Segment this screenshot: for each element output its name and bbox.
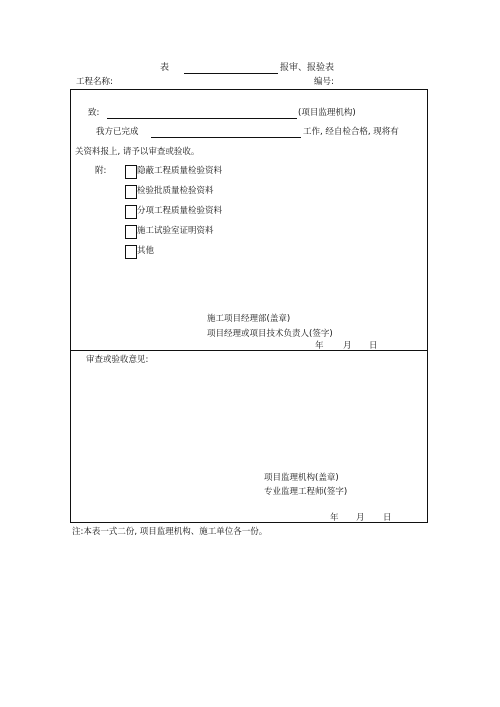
number-label: 编号: xyxy=(314,77,334,87)
project-name-label: 工程名称: xyxy=(76,77,113,87)
completed-prefix: 我方已完成 xyxy=(96,127,139,137)
title-prefix: 表 xyxy=(160,63,170,73)
section-divider xyxy=(70,350,428,351)
to-label: 致: xyxy=(88,108,100,118)
attachment-checkbox-1[interactable] xyxy=(125,165,137,179)
attachment-checkbox-4[interactable] xyxy=(125,225,137,239)
supervisor-stamp: 项目监理机构(盖章) xyxy=(264,473,339,483)
date2-year: 年 xyxy=(330,513,339,523)
engineer-signature: 专业监理工程师(签字) xyxy=(264,487,348,497)
attachment-label-2: 检验批质量检验资料 xyxy=(137,186,214,196)
attachment-label-4: 施工试验室证明资料 xyxy=(137,226,214,236)
attach-label: 附: xyxy=(95,166,107,176)
title-blank-line xyxy=(184,73,278,74)
to-org: (项目监理机构) xyxy=(298,108,356,118)
attachment-label-1: 隐蔽工程质量检验资料 xyxy=(137,166,223,176)
attachment-checkbox-5[interactable] xyxy=(125,245,137,259)
date2-month: 月 xyxy=(356,513,365,523)
attachment-checkbox-2[interactable] xyxy=(125,185,137,199)
to-blank-line xyxy=(107,118,297,119)
attachment-label-3: 分项工程质量检验资料 xyxy=(137,206,223,216)
dept-stamp: 施工项目经理部(盖章) xyxy=(207,314,291,324)
attachment-label-5: 其他 xyxy=(137,246,155,256)
date1-day: 日 xyxy=(369,341,378,351)
date2-day: 日 xyxy=(383,513,392,523)
work-blank-line xyxy=(151,137,301,138)
submit-text: 关资料报上, 请予以审查或验收。 xyxy=(75,147,200,157)
attachment-checkbox-3[interactable] xyxy=(125,205,137,219)
date1-month: 月 xyxy=(343,341,352,351)
manager-signature: 项目经理或项目技术负责人(签字) xyxy=(207,329,333,339)
date1-year: 年 xyxy=(315,341,324,351)
completed-suffix: 工作, 经自检合格, 现将有 xyxy=(303,127,399,137)
review-label: 审查或验收意见: xyxy=(86,355,149,365)
title-suffix: 报审、报验表 xyxy=(280,63,335,73)
footer-note: 注:本表一式二份, 项目监理机构、施工单位各一份。 xyxy=(72,527,268,537)
